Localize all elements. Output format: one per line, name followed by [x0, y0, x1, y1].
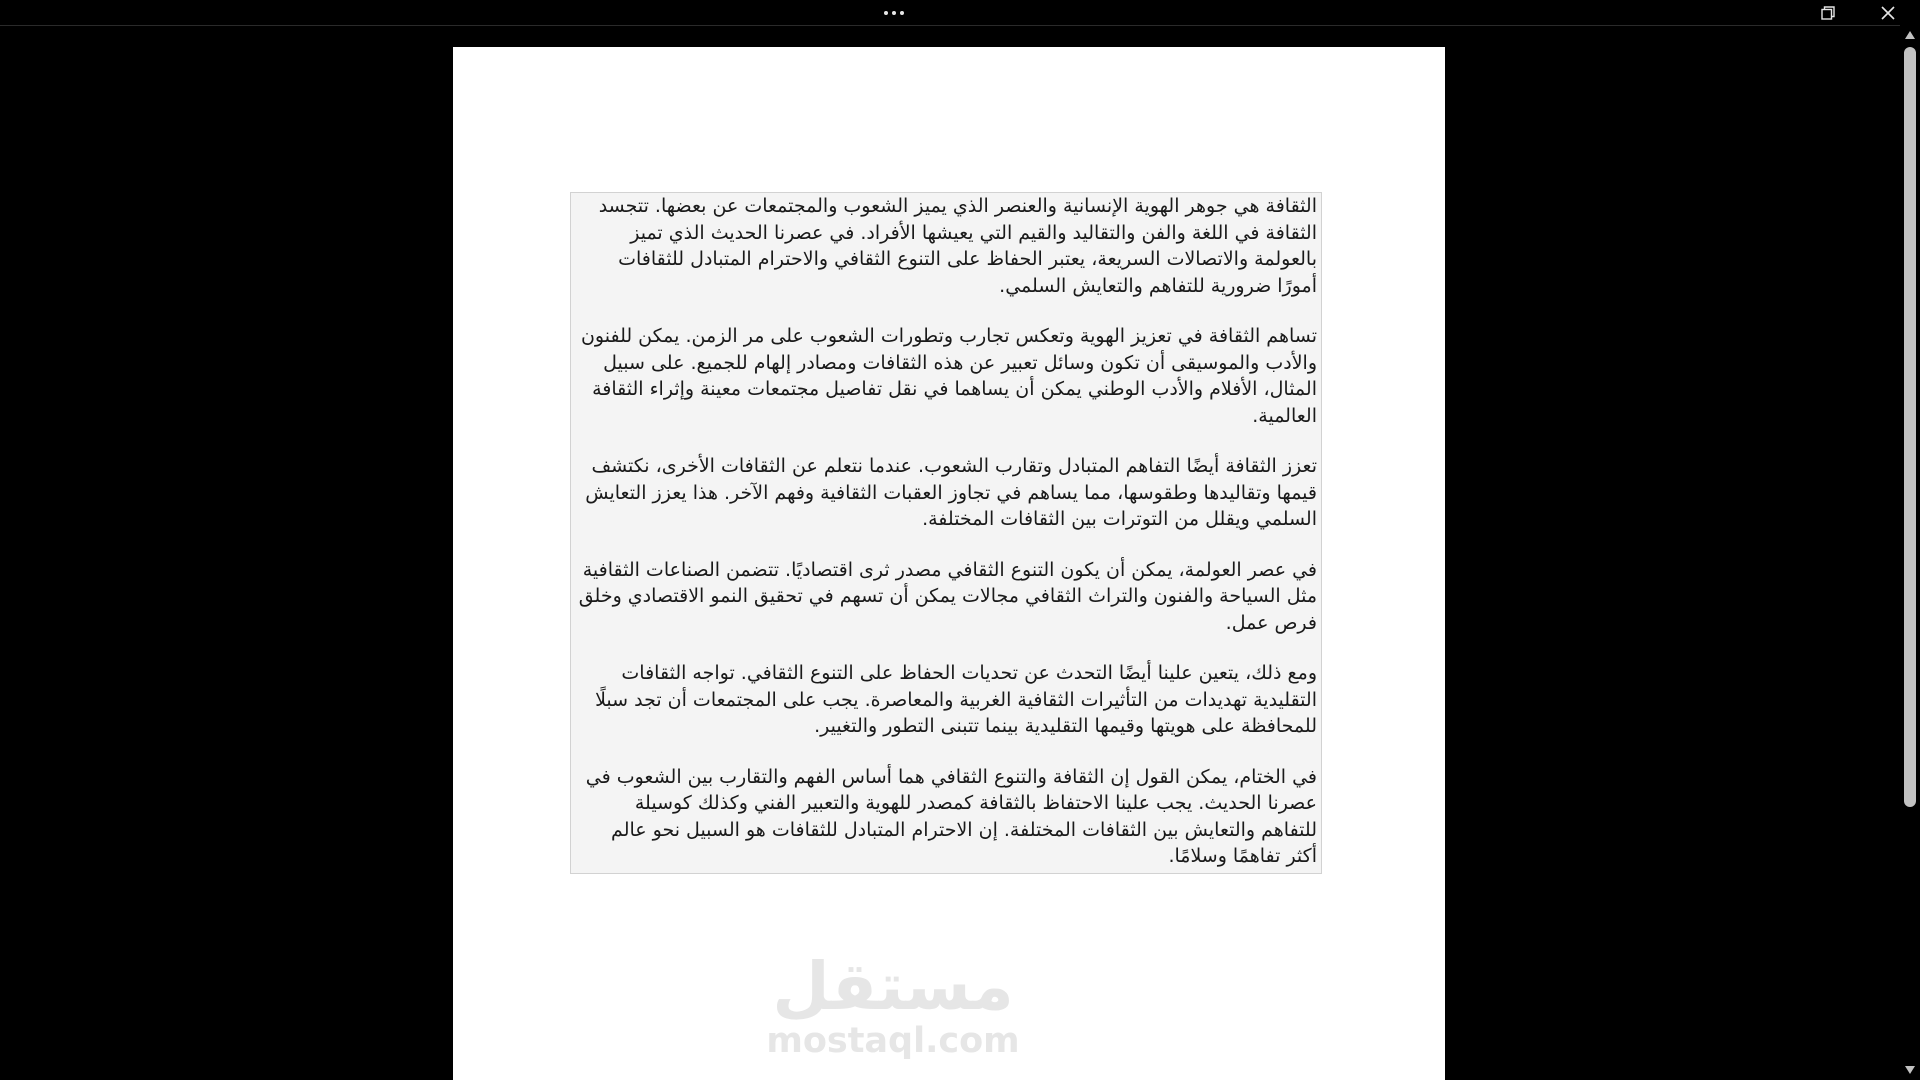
more-options-button[interactable]	[874, 0, 914, 25]
restore-icon	[1821, 6, 1835, 20]
scroll-thumb[interactable]	[1904, 47, 1916, 807]
watermark-arabic-logo: مستقل	[772, 947, 1014, 1025]
close-button[interactable]	[1865, 0, 1911, 25]
paragraph-6: في الختام، يمكن القول إن الثقافة والتنوع الثقافي هما أساس الفهم والتقارب بين الشعوب في عصرنا الحديث. يجب علينا الاحتفاظ بالثقافة كمصدر للهوية والتعبير الفني وكذلك كوسيلة للتفاهم والتعايش بين الثقافات المختلفة. إن الاحترام المتبادل للثقافات هو السبيل نحو عالم أكثر تفاهمًا وسلامًا.	[585, 765, 1317, 867]
mostaql-watermark	[743, 947, 1043, 1067]
title-bar	[0, 0, 1920, 26]
scroll-up-button[interactable]	[1900, 27, 1920, 43]
vertical-scrollbar[interactable]	[1900, 25, 1920, 1080]
scroll-down-button[interactable]	[1900, 1062, 1920, 1078]
article-text-box	[570, 192, 1322, 874]
paragraph-2: تساهم الثقافة في تعزيز الهوية وتعكس تجارب وتطورات الشعوب على مر الزمن. يمكن للفنون والأدب والموسيقى أن تكون وسائل تعبير عن هذه الثقافات ومصادر إلهام للجميع. على سبيل المثال، الأفلام والأدب الوطني يمكن أن يساهما في نقل تفاصيل مجتمعات معينة وإثراء الثقافة العالمية.	[580, 325, 1317, 427]
document-page	[453, 47, 1445, 1080]
close-icon	[1881, 6, 1895, 20]
triangle-up-icon	[1905, 31, 1915, 39]
paragraph-3: تعزز الثقافة أيضًا التفاهم المتبادل وتقارب الشعوب. عندما نتعلم عن الثقافات الأخرى، نكتشف قيمها وتقاليدها وطقوسها، مما يساهم في تجاوز العقبات الثقافية وفهم الآخر. هذا يعزز التعايش السلمي ويقلل من التوترات بين الثقافات المختلفة.	[585, 455, 1317, 530]
paragraph-4: في عصر العولمة، يمكن أن يكون التنوع الثقافي مصدر ثرى اقتصاديًا. تتضمن الصناعات الثقافية مثل السياحة والفنون والتراث الثقافي مجالات يمكن أن تسهم في تحقيق النمو الاقتصادي وخلق فرص عمل.	[578, 558, 1317, 634]
watermark-domain: mostaql.com	[766, 1021, 1020, 1061]
more-horizontal-icon	[882, 11, 906, 15]
triangle-down-icon	[1905, 1066, 1915, 1074]
paragraph-5: ومع ذلك، يتعين علينا أيضًا التحدث عن تحديات الحفاظ على التنوع الثقافي. تواجه الثقافات التقليدية تهديدات من التأثيرات الثقافية الغربية والمعاصرة. يجب على المجتمعات أن تجد سبلًا للمحافظة على هويتها وقيمها التقليدية بينما تتبنى التطور والتغيير.	[595, 662, 1317, 737]
paragraph-1: الثقافة هي جوهر الهوية الإنسانية والعنصر الذي يميز الشعوب والمجتمعات عن بعضها. تتجسد الثقافة في اللغة والفن والتقاليد والقيم التي يعيشها الأفراد. في عصرنا الحديث الذي تميز بالعولمة والاتصالات السريعة، يعتبر الحفاظ على التنوع الثقافي والاحترام المتبادل للثقافات أمورًا ضرورية للتفاهم والتعايش السلمي.	[598, 195, 1317, 297]
restore-button[interactable]	[1805, 0, 1851, 25]
